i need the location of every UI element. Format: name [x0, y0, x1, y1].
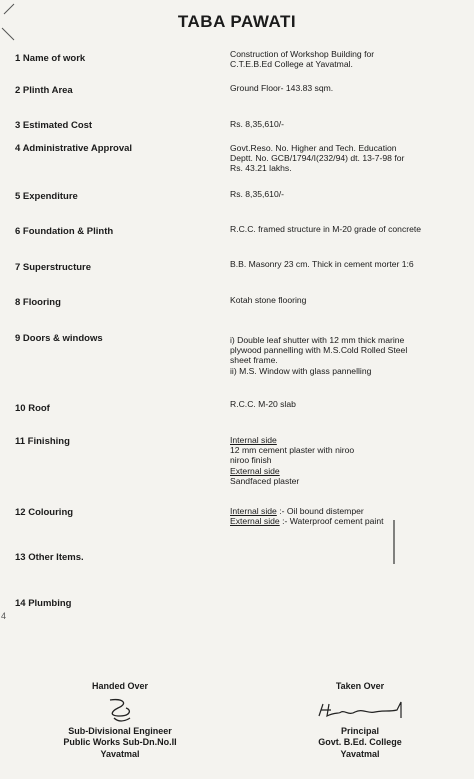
row-value	[230, 506, 460, 526]
footer-line: Sub-Divisional Engineer	[68, 725, 172, 736]
internal-side-heading: Internal side	[230, 506, 277, 516]
row-value	[230, 83, 460, 93]
svg-text:4: 4	[1, 611, 7, 621]
row-value	[230, 335, 460, 376]
value-line: R.C.C. framed structure in M-20 grade of concrete	[230, 224, 422, 234]
row-value	[230, 119, 460, 129]
colouring-external-line	[230, 516, 460, 526]
row-label: 5 Expenditure	[15, 191, 78, 202]
signature-taken-over	[305, 696, 415, 724]
value-line: niroo finish	[230, 455, 272, 466]
value-line: ii) M.S. Window with glass pannelling	[230, 365, 372, 376]
value-line: Ground Floor- 143.83 sqm.	[230, 83, 334, 93]
value-line: Rs. 8,35,610/-	[230, 189, 284, 199]
value-line: Govt.Reso. No. Higher and Tech. Education	[230, 143, 397, 153]
row-label: 11 Finishing	[15, 436, 70, 447]
footer-line: Yavatmal	[340, 748, 380, 759]
row-label: 13 Other Items.	[15, 552, 84, 563]
row-label: 12 Colouring	[15, 507, 74, 518]
value-line: B.B. Masonry 23 cm. Thick in cement morter 1:6	[230, 259, 414, 269]
footer-line: Yavatmal	[100, 748, 140, 759]
value-line: Kotah stone flooring	[230, 295, 307, 305]
value-line: C.T.E.B.Ed College at Yavatmal.	[230, 59, 353, 70]
colouring-internal-line	[230, 506, 460, 516]
row-value	[230, 295, 460, 305]
value-line: Rs. 43.21 lakhs.	[230, 163, 292, 174]
row-label: 2 Plinth Area	[15, 85, 73, 96]
row-label: 10 Roof	[15, 403, 50, 414]
external-side-heading: External side	[230, 465, 280, 476]
pen-mark	[388, 518, 400, 568]
row-label: 1 Name of work	[15, 53, 86, 64]
value-line: Construction of Workshop Building for	[230, 49, 375, 59]
signature-handed-over	[90, 696, 150, 724]
row-label: 14 Plumbing	[15, 598, 72, 609]
row-value	[230, 259, 460, 269]
row-value	[230, 435, 460, 486]
row-value	[230, 189, 460, 199]
value-line: plywood pannelling with M.S.Cold Rolled Steel	[230, 345, 408, 356]
document-title: TABA PAWATI	[177, 12, 297, 31]
taken-over-heading: Taken Over	[335, 681, 385, 691]
scan-mark-left	[0, 605, 10, 625]
footer-line: Govt. B.Ed. College	[318, 737, 402, 747]
value-line: 12 mm cement plaster with niroo	[230, 445, 355, 456]
value-line: i) Double leaf shutter with 12 mm thick marine	[230, 335, 405, 345]
row-value	[230, 224, 460, 234]
internal-side-text: :- Oil bound distemper	[276, 506, 364, 516]
handed-over-heading: Handed Over	[91, 681, 149, 691]
taken-over-block	[285, 681, 435, 760]
footer-line: Principal	[340, 725, 379, 736]
value-line: sheet frame.	[230, 355, 278, 366]
row-value	[230, 49, 460, 69]
internal-side-heading: Internal side	[230, 435, 277, 445]
value-line: R.C.C. M-20 slab	[230, 399, 296, 409]
row-label: 9 Doors & windows	[15, 333, 103, 344]
footer-line: Public Works Sub-Dn.No.II	[63, 737, 177, 747]
row-label: 8 Flooring	[15, 297, 61, 308]
value-line: Deptt. No. GCB/1794/I(232/94) dt. 13-7-98 for	[230, 153, 405, 164]
handed-over-block	[45, 681, 195, 760]
value-line: Rs. 8,35,610/-	[230, 119, 284, 129]
row-label: 4 Administrative Approval	[15, 143, 133, 154]
row-label: 7 Superstructure	[15, 262, 92, 273]
external-side-heading: External side	[230, 516, 280, 527]
row-label: 3 Estimated Cost	[15, 120, 93, 131]
external-side-text: :- Waterproof cement paint	[279, 516, 384, 527]
row-value	[230, 399, 460, 409]
value-line: Sandfaced plaster	[230, 475, 300, 486]
row-value	[230, 143, 460, 174]
row-label: 6 Foundation & Plinth	[15, 226, 114, 237]
